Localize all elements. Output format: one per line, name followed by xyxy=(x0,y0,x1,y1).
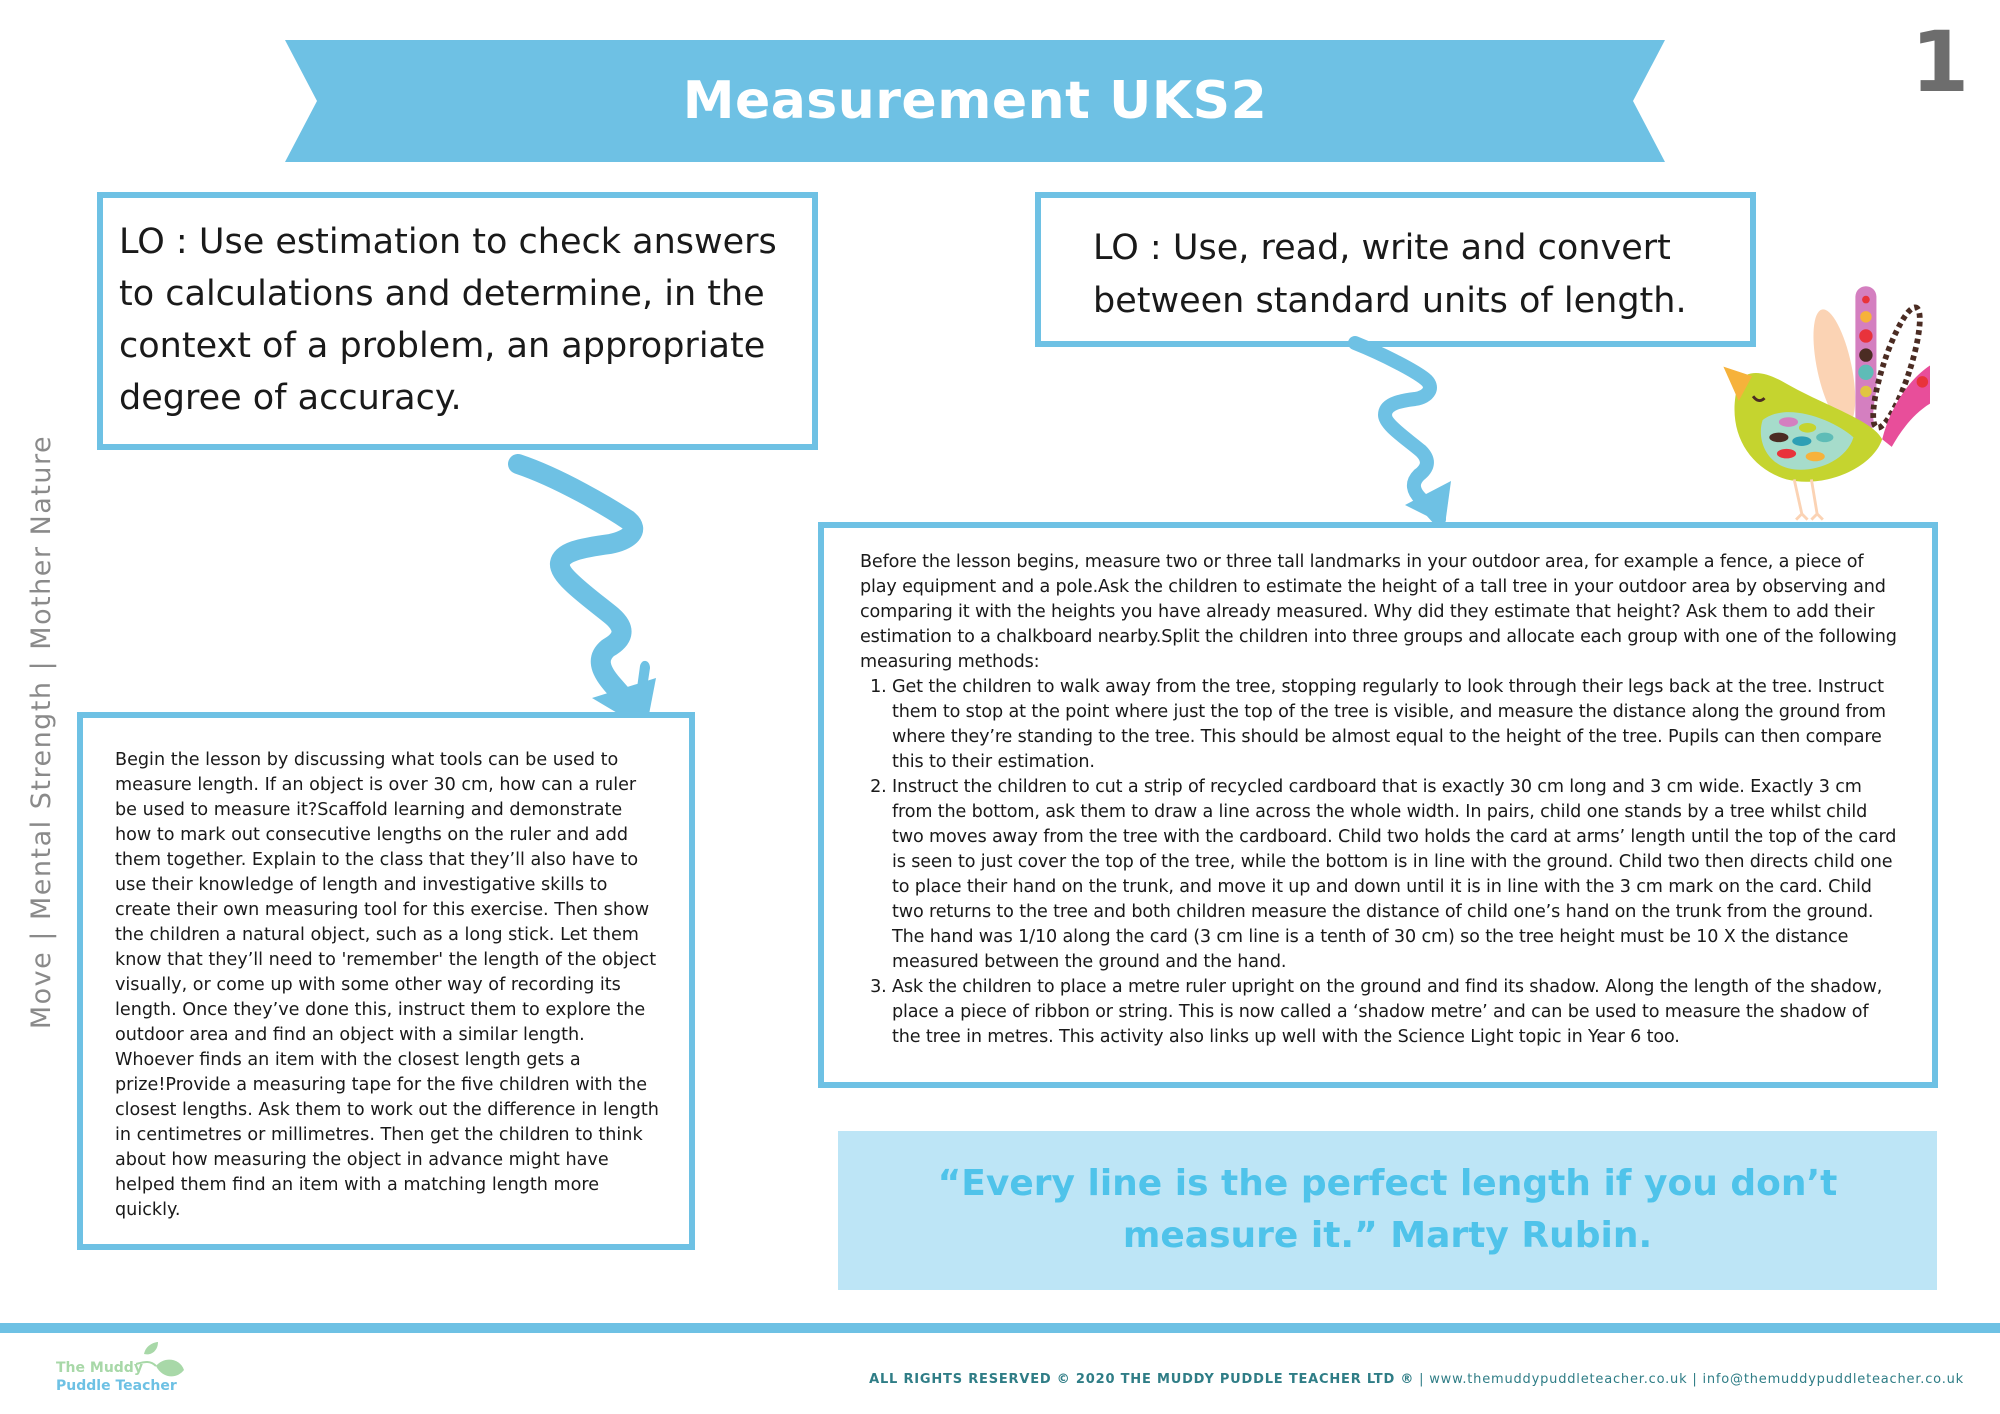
footer-copyright xyxy=(869,1372,1964,1387)
logo-text-line2: Puddle Teacher xyxy=(56,1378,177,1394)
squiggly-down-arrow-icon xyxy=(500,448,700,738)
title-banner xyxy=(285,40,1665,162)
page-number: 1 xyxy=(1910,13,1970,111)
bird-illustration xyxy=(1710,272,1930,530)
activity-intro-text: Before the lesson begins, measure two or three tall landmarks in your outdoor area, for example a fence, a piece of play equipment and a pole.Ask the children to estimate the height of a tall tree in your outdoor area by observing and comparing it with the heights you have already measured. Why did they estimate that height? Ask them to add their estimation to a chalkboard nearby.Split the children into three groups and allocate each group with one of the following measuring methods: xyxy=(860,552,1897,672)
muddy-puddle-teacher-logo xyxy=(56,1340,186,1400)
separator: | xyxy=(1687,1372,1703,1387)
activity-box-tree-height xyxy=(818,522,1938,1088)
page-title: Measurement UKS2 xyxy=(682,71,1268,131)
quote-text: “Every line is the perfect length if you don’t measure it.” Marty Rubin. xyxy=(937,1163,1838,1256)
email-link[interactable]: info@themuddypuddleteacher.co.uk xyxy=(1702,1372,1964,1387)
quote-box xyxy=(838,1131,1937,1290)
logo-text-line1: The Muddy xyxy=(56,1360,143,1376)
squiggly-down-arrow-icon xyxy=(1345,335,1475,525)
website-link[interactable]: www.themuddypuddleteacher.co.uk xyxy=(1429,1372,1688,1387)
activity-text: Begin the lesson by discussing what tools can be used to measure length. If an object is over 30 cm, how can a ruler be used to measure it?Scaffold learning and demonstrate how to mark out consecutive lengths on the ruler and add them together. Explain to the class that they’ll also have to use their knowledge of length and investigative skills to create their own measuring tool for this exercise. Then show the children a natural object, such as a long stick. Let them know that they’ll need to 'remember' the length of the object visually, or come up with some other way of recording its length. Once they’ve done this, instruct them to explore the outdoor area and find an object with a similar length. Whoever finds an item with the closest length gets a prize!Provide a measuring tape for the five children with the closest lengths. Ask them to work out the difference in length in centimetres or millimetres. Then get the children to think about how measuring the object in advance might have helped them find an item with a matching length more quickly. xyxy=(115,750,659,1220)
copyright-text: ALL RIGHTS RESERVED © 2020 THE MUDDY PUDDLE TEACHER LTD ® xyxy=(869,1372,1415,1387)
measuring-methods-list xyxy=(860,675,1902,1050)
learning-objective-text-1: LO : Use estimation to check answers to calculations and determine, in the context of a problem, an appropriate degree of accuracy. xyxy=(119,222,777,418)
leaf-icon xyxy=(136,1340,186,1390)
measuring-method-item: 2. Instruct the children to cut a strip of recycled cardboard that is exactly 30 cm long and 3 cm wide. Exactly 3 cm from the bottom, ask them to draw a line across the whole width. In pairs, child one stands by a tree whilst child two moves away from the tree with the cardboard. Child two holds the card at arms’ length until the top of the card is seen to just cover the top of the tree, while the bottom is in line with the ground. Child two then directs child one to place their hand on the trunk, and move it up and down until it is in line with the 3 cm mark on the card. Child two returns to the tree and both children measure the distance of child one’s hand on the trunk from the ground. The hand was 1/10 along the card (3 cm line is a tenth of 30 cm) so the tree height must be 10 X the distance measured between the ground and the hand. xyxy=(892,775,1902,975)
measuring-method-item: 3. Ask the children to place a metre ruler upright on the ground and find its shadow. Along the length of the shadow, place a piece of ribbon or string. This is now called a ‘shadow metre’ and can be used to measure the shadow of the tree in metres. This activity also links up well with the Science Light topic in Year 6 too. xyxy=(892,975,1902,1050)
separator: | xyxy=(1414,1372,1430,1387)
activity-box-estimation xyxy=(77,712,695,1250)
measuring-method-item: 1. Get the children to walk away from the tree, stopping regularly to look through their legs back at the tree. Instruct them to stop at the point where just the top of the tree is visible, and measure the distance along the ground from where they’re standing to the tree. This should be almost equal to the height of the tree. Pupils can then compare this to their estimation. xyxy=(892,675,1902,775)
learning-objective-text-2: LO : Use, read, write and convert between standard units of length. xyxy=(1093,228,1687,321)
footer-divider xyxy=(0,1323,2000,1333)
learning-objective-box-2 xyxy=(1035,192,1756,347)
learning-objective-box-1 xyxy=(97,192,818,450)
vertical-tagline: Move | Mental Strength | Mother Nature xyxy=(26,434,57,1030)
